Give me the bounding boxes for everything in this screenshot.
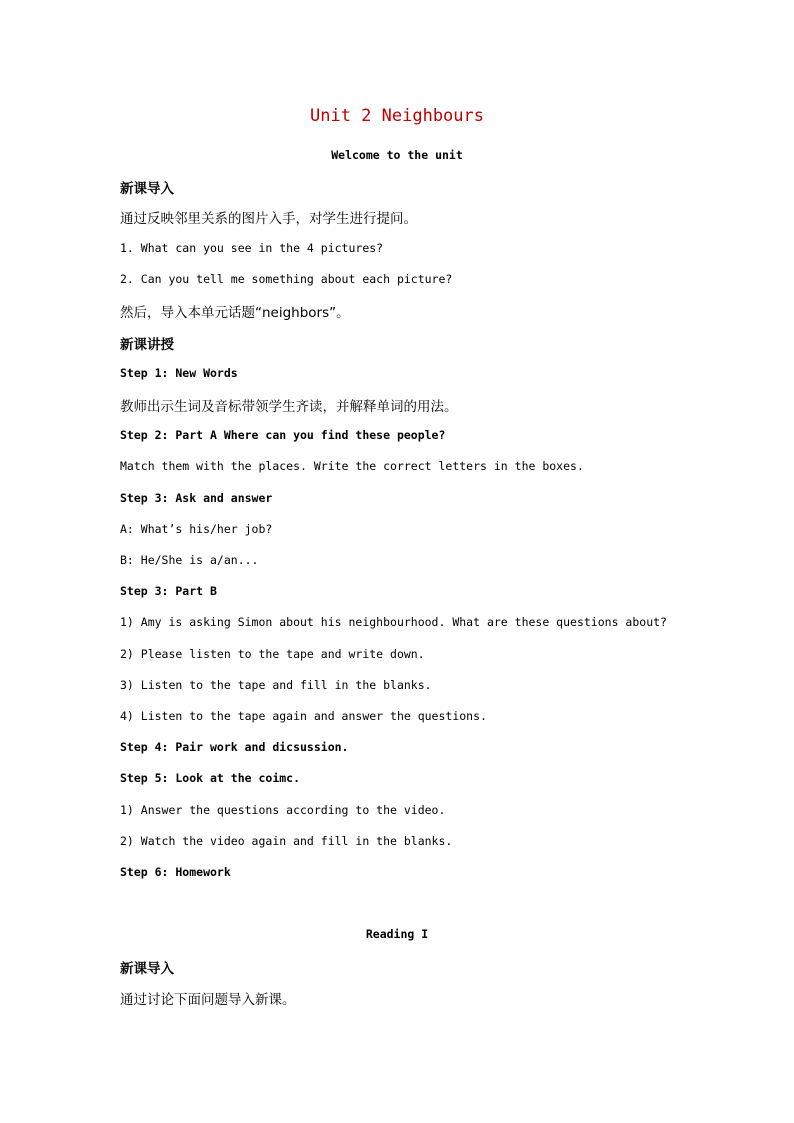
part-b-item-4: 4) Listen to the tape again and answer the questions. <box>120 709 487 723</box>
step-5-item-1: 1) Answer the questions according to the video. <box>120 803 446 817</box>
lead-in-heading: 新课导入 <box>120 181 174 197</box>
step-4-heading: Step 4: Pair work and dicsussion. <box>120 740 349 754</box>
reading-lead-in-text: 通过讨论下面问题导入新课。 <box>120 992 296 1008</box>
step-3-question: A: What’s his/her job? <box>120 522 273 536</box>
step-2-text: Match them with the places. Write the correct letters in the boxes. <box>120 459 584 473</box>
step-3-part-b-heading: Step 3: Part B <box>120 584 217 598</box>
page-title: Unit 2 Neighbours <box>310 106 484 126</box>
question-1: 1. What can you see in the 4 pictures? <box>120 241 384 255</box>
step-5-item-2: 2) Watch the video again and fill in the blanks. <box>120 834 453 848</box>
step-3-answer: B: He/She is a/an... <box>120 553 259 567</box>
step-2-heading: Step 2: Part A Where can you find these people? <box>120 428 446 442</box>
question-2: 2. Can you tell me something about each picture? <box>120 272 453 286</box>
step-6-heading: Step 6: Homework <box>120 865 231 879</box>
part-b-item-3: 3) Listen to the tape and fill in the blanks. <box>120 678 432 692</box>
part-b-item-2: 2) Please listen to the tape and write down. <box>120 647 425 661</box>
step-5-heading: Step 5: Look at the coimc. <box>120 771 301 785</box>
step-3-heading: Step 3: Ask and answer <box>120 491 273 505</box>
topic-intro: 然后，导入本单元话题“neighbors”。 <box>120 305 350 321</box>
teaching-heading: 新课讲授 <box>120 337 174 353</box>
lead-in-text: 通过反映邻里关系的图片入手，对学生进行提问。 <box>120 211 417 227</box>
part-b-item-1: 1) Amy is asking Simon about his neighbourhood. What are these questions about? <box>120 615 667 629</box>
section-heading-welcome: Welcome to the unit <box>331 148 463 162</box>
reading-lead-in-heading: 新课导入 <box>120 961 174 977</box>
step-1-heading: Step 1: New Words <box>120 366 238 380</box>
step-1-text: 教师出示生词及音标带领学生齐读，并解释单词的用法。 <box>120 399 458 415</box>
section-heading-reading: Reading I <box>365 927 429 941</box>
